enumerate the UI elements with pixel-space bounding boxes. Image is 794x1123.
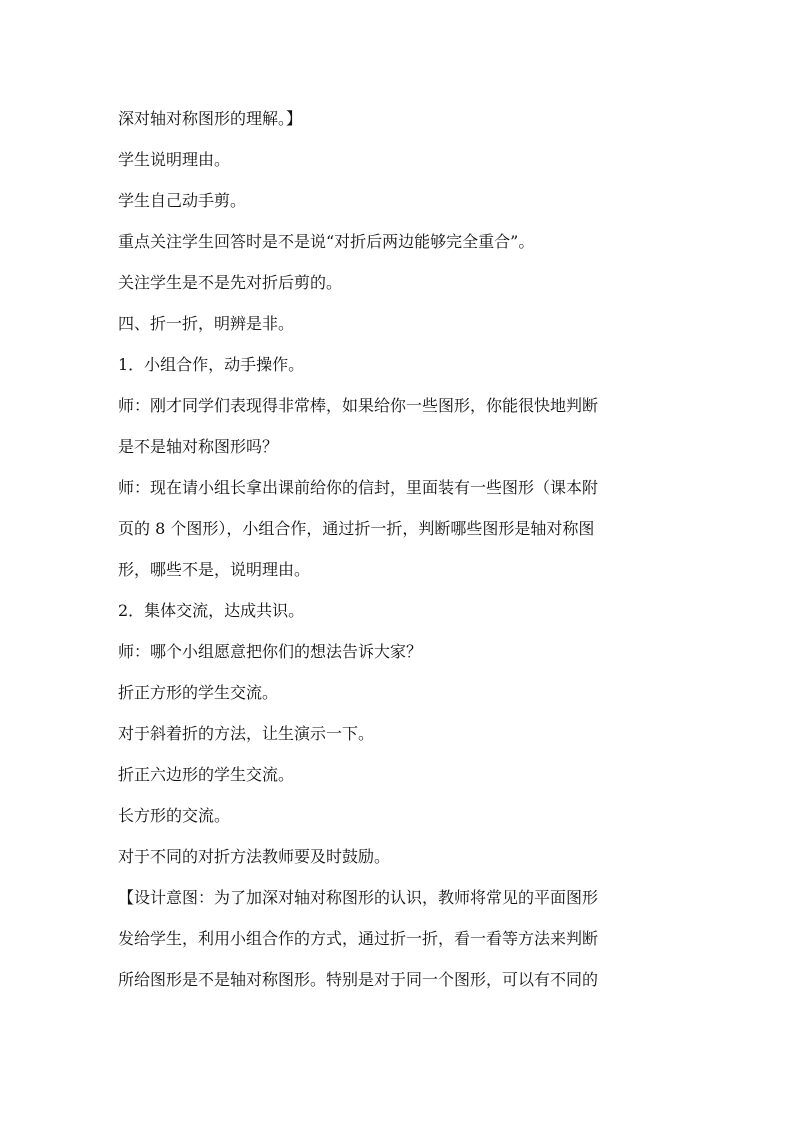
text-line: 师：哪个小组愿意把你们的想法告诉大家？ — [118, 642, 423, 661]
text-line: 师：刚才同学们表现得非常棒，如果给你一些图形，你能很快地判断 — [118, 396, 599, 415]
text-line: 形，哪些不是，说明理由。 — [118, 560, 311, 579]
text-line: 页的 8 个图形），小组合作，通过折一折，判断哪些图形是轴对称图 — [118, 519, 595, 538]
text-line: 深对轴对称图形的理解。】 — [118, 109, 303, 128]
text-line: 师：现在请小组长拿出课前给你的信封，里面装有一些图形（课本附 — [118, 478, 599, 497]
text-line: 折正方形的学生交流。 — [118, 683, 279, 702]
text-line: 对于不同的对折方法教师要及时鼓励。 — [118, 847, 391, 866]
document-body — [118, 98, 678, 1000]
text-line: 发给学生，利用小组合作的方式，通过折一折，看一看等方法来判断 — [118, 929, 599, 948]
text-line: 【设计意图：为了加深对轴对称图形的认识，教师将常见的平面图形 — [118, 888, 599, 907]
section-heading: 四、折一折，明辨是非。 — [118, 314, 295, 333]
text-line: 关注学生是不是先对折后剪的。 — [118, 273, 343, 292]
text-line: 重点关注学生回答时是不是说“对折后两边能够完全重合”。 — [118, 232, 535, 251]
text-line: 折正六边形的学生交流。 — [118, 765, 295, 784]
text-line: 学生自己动手剪。 — [118, 191, 247, 210]
text-line: 是不是轴对称图形吗？ — [118, 437, 279, 456]
text-line: 对于斜着折的方法，让生演示一下。 — [118, 724, 375, 743]
subsection-heading: 1．小组合作，动手操作。 — [118, 355, 305, 374]
text-line: 长方形的交流。 — [118, 806, 231, 825]
subsection-heading: 2．集体交流，达成共识。 — [118, 601, 305, 620]
text-line: 学生说明理由。 — [118, 150, 231, 169]
text-line: 所给图形是不是轴对称图形。特别是对于同一个图形，可以有不同的 — [118, 970, 599, 989]
